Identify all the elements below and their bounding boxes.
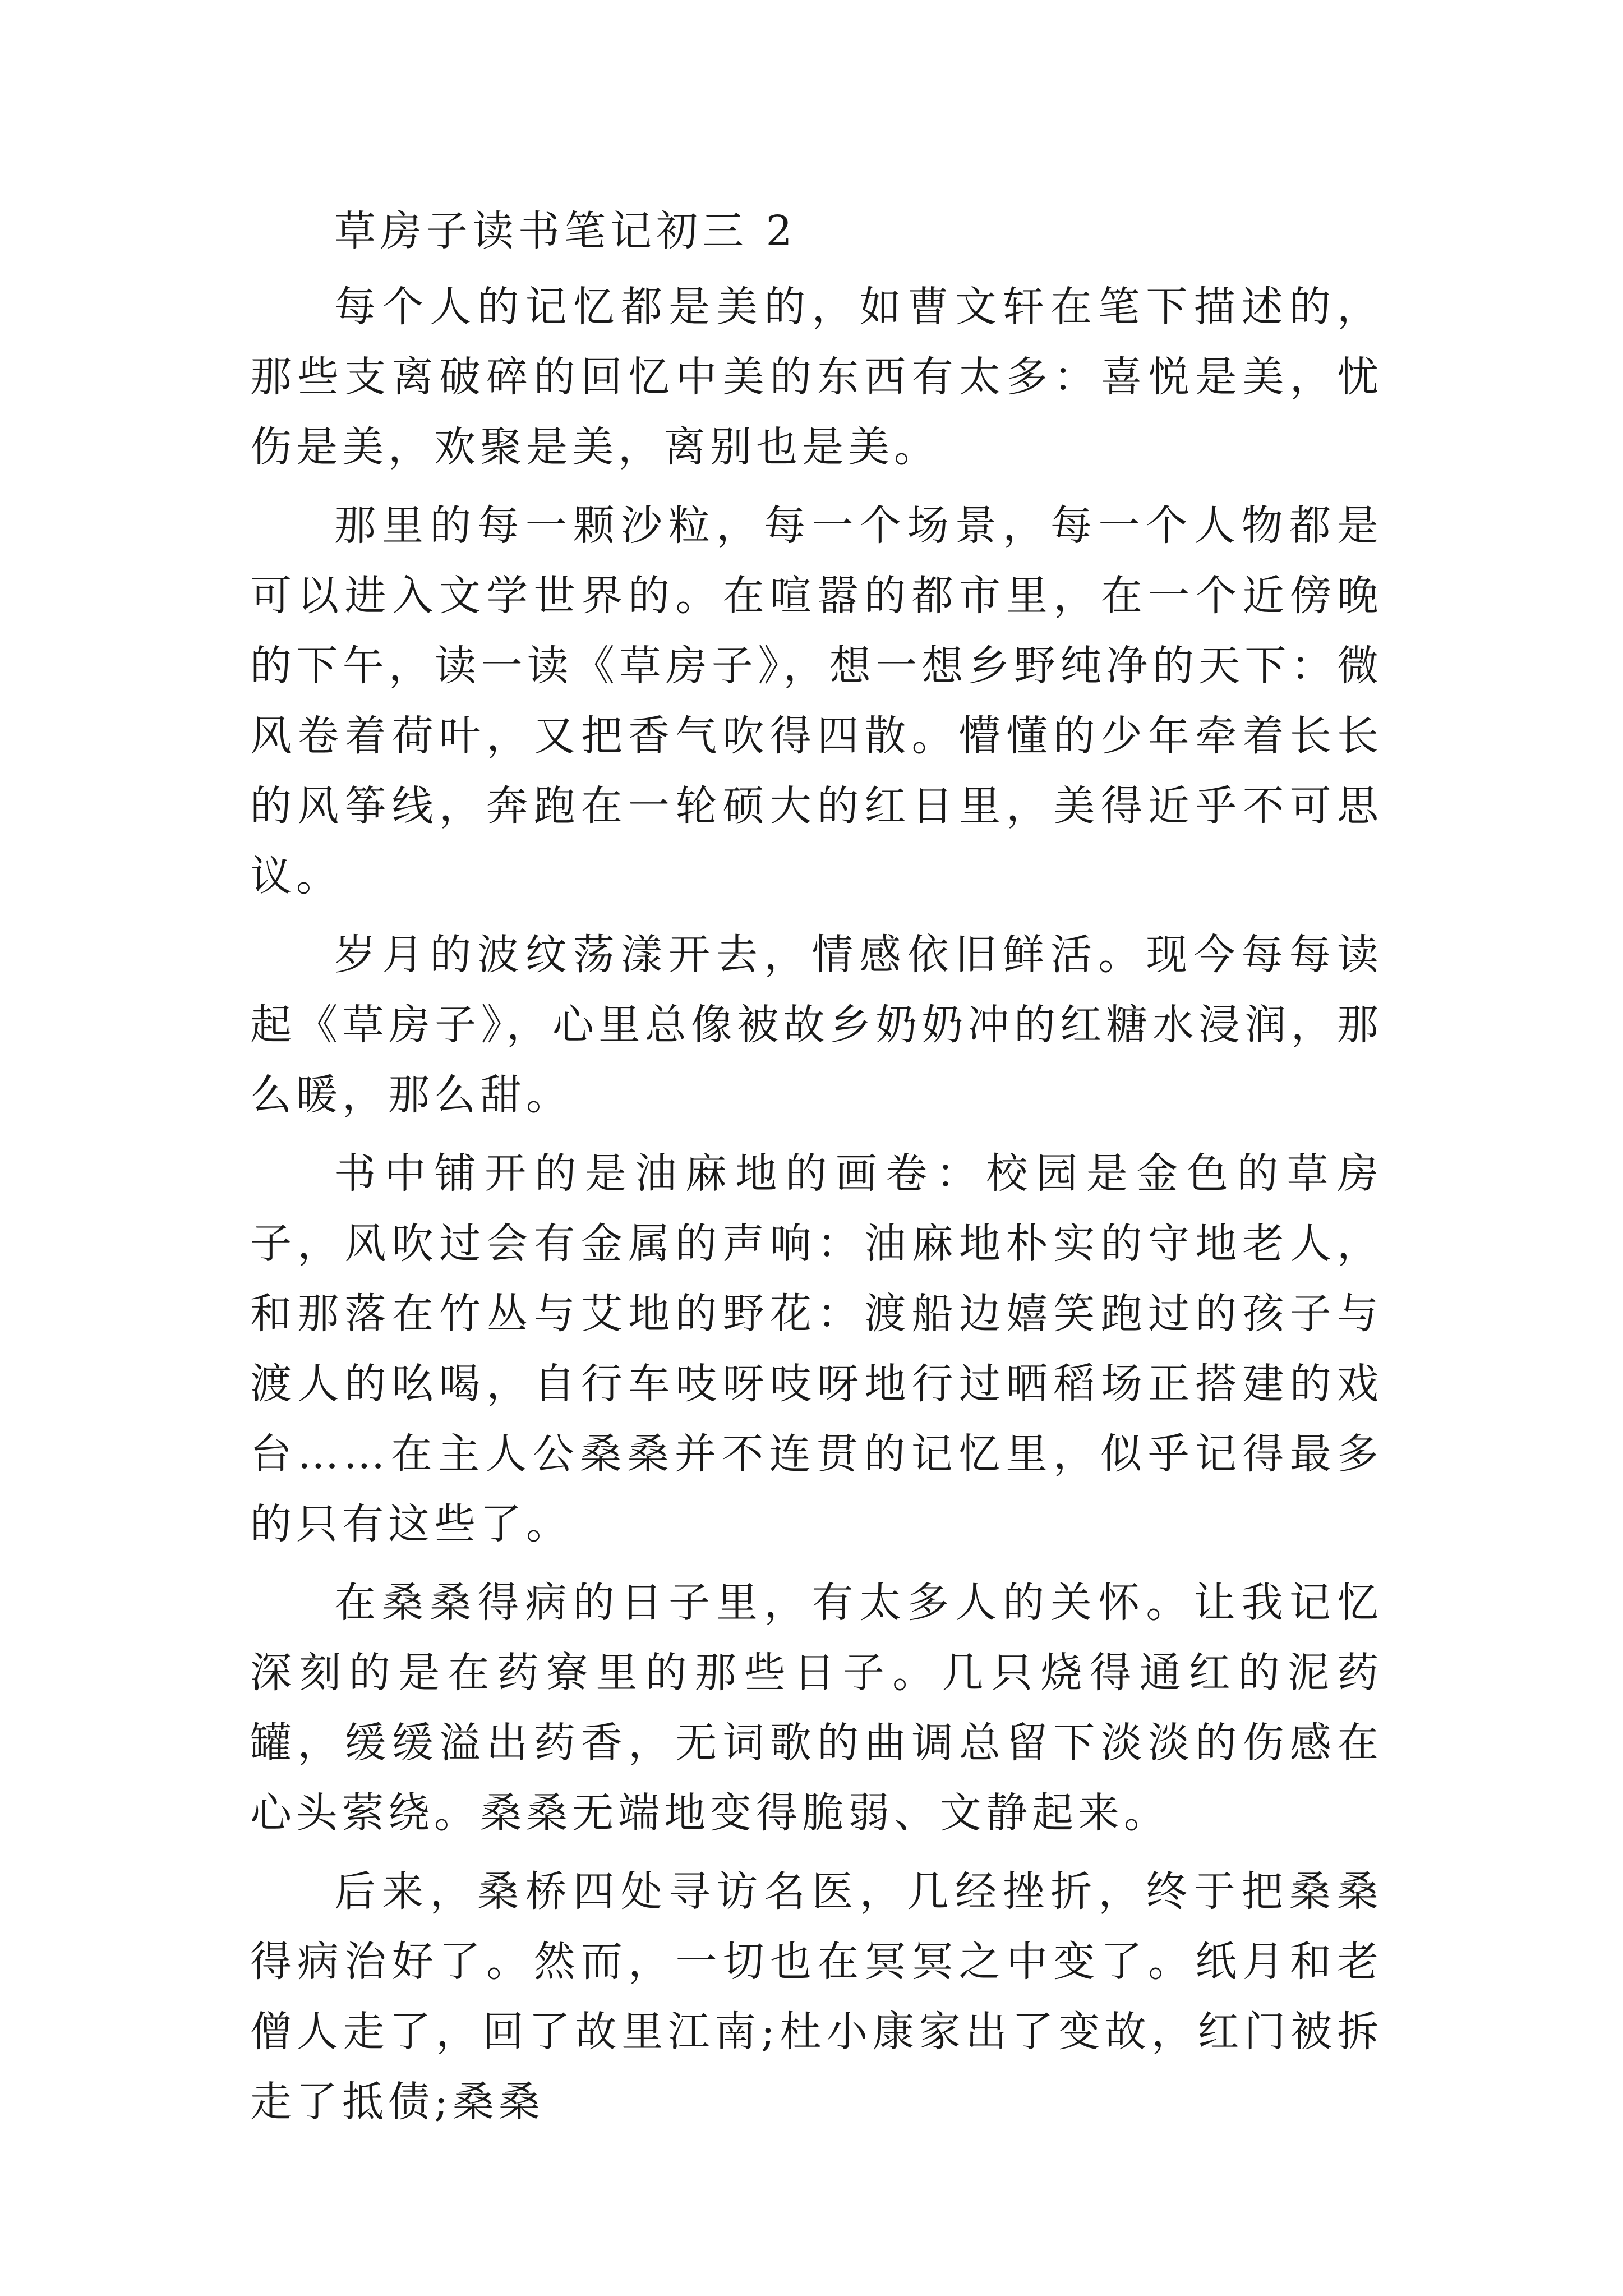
paragraph-2: 那里的每一颗沙粒，每一个场景，每一个人物都是可以进入文学世界的。在喧嚣的都市里，在一个近傍晚的下午，读一读《草房子》，想一想乡野纯净的天下：微风卷着荷叶，又把香气吹得四散。懵懂的少年牵着长长的风筝线，奔跑在一轮硕大的红日里，美得近乎不可思议。 [250,501,1383,900]
document-title: 草房子读书笔记初三 2 [334,207,797,255]
paragraph-3: 岁月的波纹荡漾开去，情感依旧鲜活。现今每每读起《草房子》，心里总像被故乡奶奶冲的红糖水浸润，那么暖，那么甜。 [250,931,1383,1119]
paragraph-5: 在桑桑得病的日子里，有太多人的关怀。让我记忆深刻的是在药寮里的那些日子。几只烧得通红的泥药罐，缓缓溢出药香，无词歌的曲调总留下淡淡的伤感在心头萦绕。桑桑无端地变得脆弱、文静起来。 [250,1579,1383,1837]
paragraph-6: 后来，桑桥四处寻访名医，几经挫折，终于把桑桑得病治好了。然而，一切也在冥冥之中变了。纸月和老僧人走了，回了故里江南;杜小康家出了变故，红门被拆走了抵债;桑桑 [250,1867,1383,2126]
paragraph-1: 每个人的记忆都是美的，如曹文轩在笔下描述的，那些支离破碎的回忆中美的东西有太多：喜悦是美，忧伤是美，欢聚是美，离别也是美。 [250,283,1383,471]
paragraph-4: 书中铺开的是油麻地的画卷：校园是金色的草房子，风吹过会有金属的声响：油麻地朴实的守地老人，和那落在竹丛与艾地的野花：渡船边嬉笑跑过的孩子与渡人的吆喝，自行车吱呀吱呀地行过晒稻场正搭建的戏台……在主人公桑桑并不连贯的记忆里，似乎记得最多的只有这些了。 [250,1149,1383,1548]
document-body [250,196,1383,2146]
